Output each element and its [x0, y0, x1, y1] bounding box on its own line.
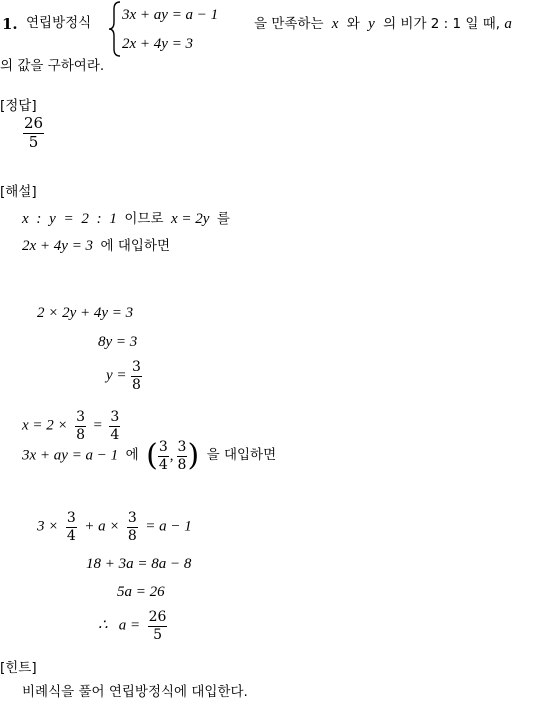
explanation-line-2 — [22, 239, 170, 254]
hint-text: 비례식을 풀어 연립방정식에 대입한다. — [22, 684, 248, 700]
sub-eq: 3x + ay = a − 1 — [22, 447, 119, 464]
answer-fraction — [23, 116, 44, 151]
right-paren: ) — [187, 438, 200, 474]
step1-row-3 — [106, 360, 142, 392]
left-paren: ( — [146, 438, 158, 474]
line1-text: 이므로 — [124, 211, 164, 227]
answer-numerator: 26 — [24, 114, 44, 132]
step2-row-1 — [37, 511, 192, 543]
answer-label: [정답] — [0, 98, 37, 114]
line1-eq: x = 2y — [170, 211, 210, 227]
text-after-1: 을 만족하는 — [254, 16, 324, 32]
x-f2-den: 4 — [110, 426, 120, 443]
substitution-row — [22, 440, 276, 472]
sub-p-den2: 8 — [177, 456, 187, 473]
step1-row-1: 2 × 2y + 4y = 3 — [37, 305, 134, 321]
step2-row-2: 18 + 3a = 8a − 8 — [86, 556, 192, 572]
sub-text-1: 에 — [125, 447, 139, 464]
var-y: y — [368, 16, 375, 32]
s2-r1-mid: + a × — [84, 518, 120, 535]
s2-r1-f2-den: 8 — [127, 527, 137, 544]
explanation-line-1 — [22, 212, 230, 227]
line1-end: 를 — [216, 211, 230, 227]
var-x: x — [331, 16, 339, 32]
x-f1-num: 3 — [76, 409, 86, 425]
system-eq-2: 2x + 4y = 3 — [122, 36, 194, 52]
s2-r1-rhs: = a − 1 — [145, 518, 192, 535]
ratio-expr: x : y = 2 : 1 — [22, 211, 117, 227]
x-frac-2 — [109, 410, 120, 442]
s2-r4-den: 5 — [153, 626, 162, 643]
s2-r1-f1-den: 4 — [66, 527, 76, 544]
s1-row3-num: 3 — [131, 359, 141, 375]
text-wa: 와 — [346, 16, 360, 32]
problem-text-before: 연립방정식 — [26, 15, 92, 31]
step2-row-4 — [98, 610, 167, 642]
s2-r1-frac-1 — [66, 511, 77, 543]
x-f1-den: 8 — [76, 426, 86, 443]
step1-row-2: 8y = 3 — [98, 334, 138, 350]
s2-r1-f2-num: 3 — [127, 510, 137, 526]
sub-p-den1: 4 — [158, 456, 168, 473]
system-brace — [108, 0, 122, 58]
s2-r4-lhs: ∴ a = — [98, 617, 141, 634]
sub-text-2: 을 대입하면 — [206, 447, 277, 464]
line2-text: 에 대입하면 — [100, 238, 171, 254]
sub-frac-1 — [158, 440, 169, 472]
text-ratio: 의 비가 2 : 1 일 때, — [383, 16, 501, 32]
comma: , — [169, 447, 174, 464]
x-frac-1 — [75, 410, 86, 442]
problem-line-2: 의 값을 구하여라. — [0, 58, 105, 74]
step2-row-3: 5a = 26 — [117, 584, 165, 600]
x-lhs: x = 2 × — [22, 417, 68, 434]
hint-label: [힌트] — [0, 660, 37, 676]
answer-denominator: 5 — [28, 132, 39, 151]
s1-row3-den: 8 — [131, 376, 141, 393]
s2-r1-lhs: 3 × — [37, 518, 59, 535]
s2-r1-f1-num: 3 — [66, 510, 76, 526]
var-a: a — [504, 16, 512, 32]
s2-r4-frac — [148, 610, 168, 642]
x-f2-num: 3 — [110, 409, 120, 425]
s1-row3-frac — [131, 360, 142, 392]
explanation-label: [해설] — [0, 184, 37, 200]
problem-number: 1. — [2, 15, 18, 33]
sub-frac-2 — [177, 440, 188, 472]
s1-row3-lhs: y = — [106, 367, 127, 384]
s2-r1-frac-2 — [127, 511, 138, 543]
line2-eq: 2x + 4y = 3 — [22, 238, 94, 254]
s2-r4-num: 26 — [148, 609, 167, 625]
problem-text-after — [254, 17, 512, 32]
sub-p-num2: 3 — [177, 439, 187, 455]
system-eq-1: 3x + ay = a − 1 — [122, 7, 219, 23]
x-value-row — [22, 410, 120, 442]
x-eq: = — [93, 417, 102, 434]
sub-p-num1: 3 — [158, 439, 168, 455]
